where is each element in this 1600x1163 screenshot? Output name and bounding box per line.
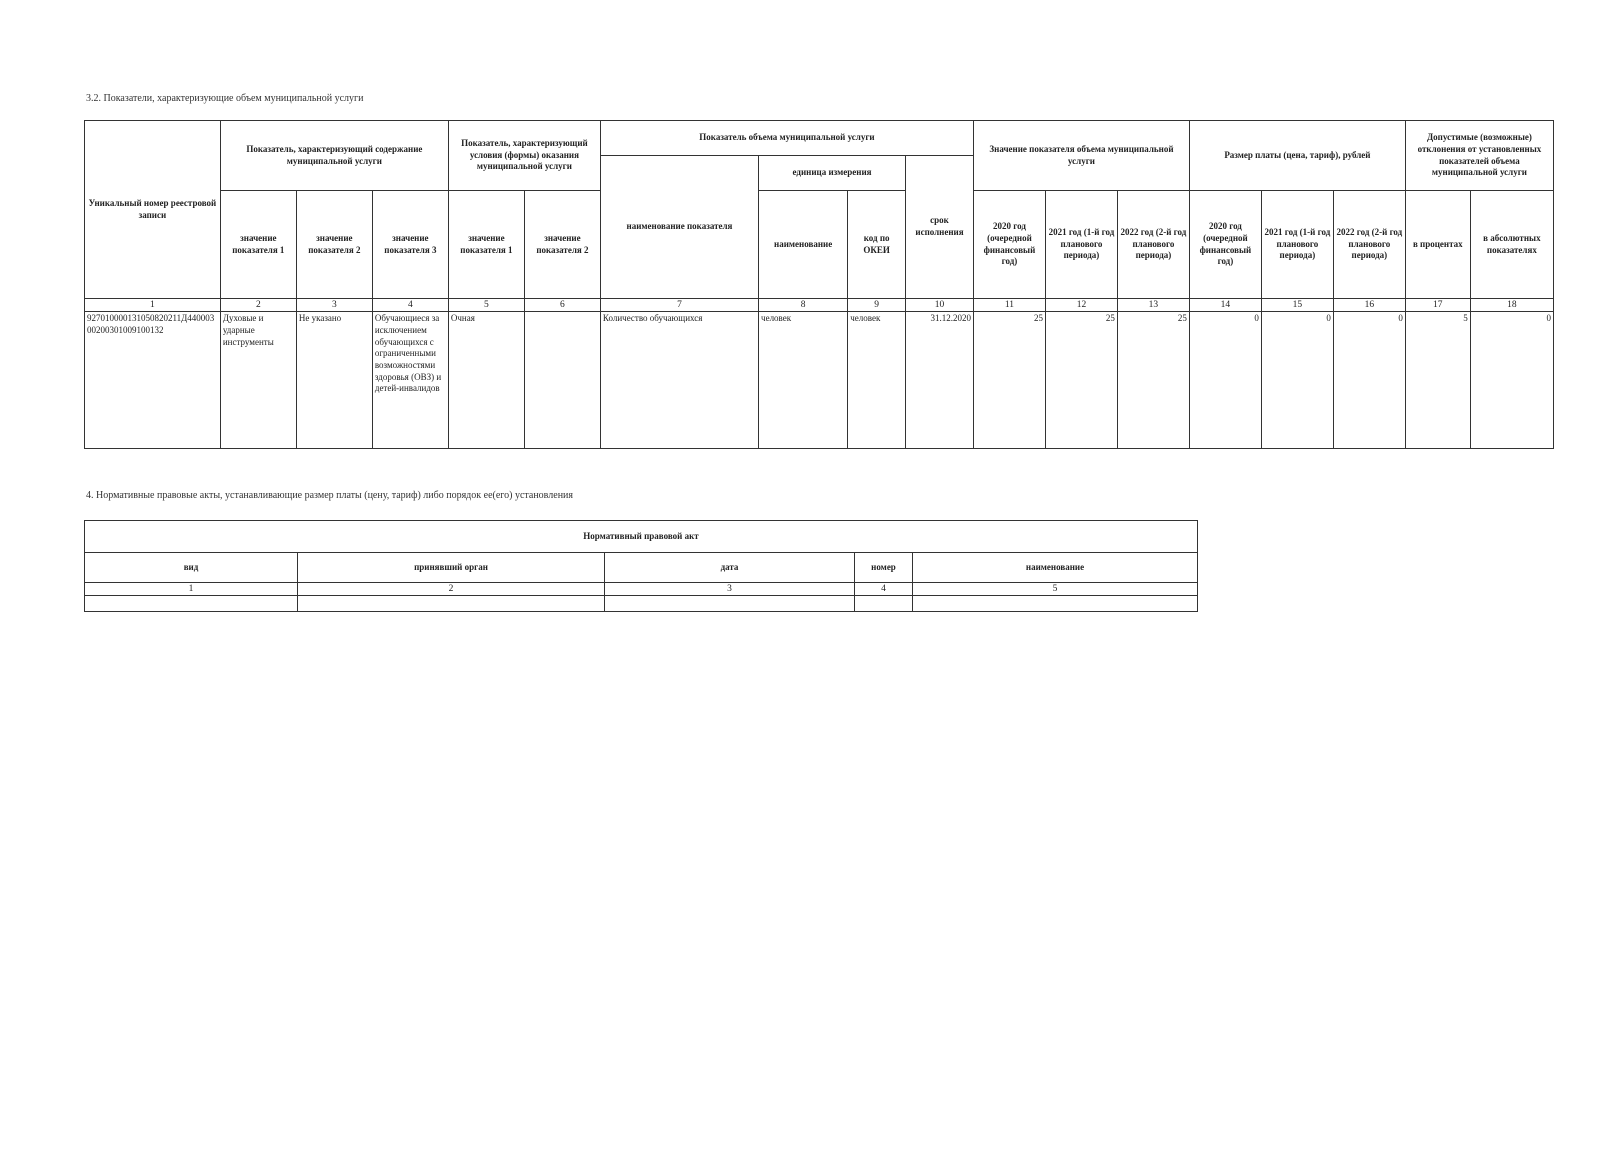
header-volume-2021: 2021 год (1-й год планового периода) bbox=[1045, 191, 1117, 299]
header-content-indicator: Показатель, характеризующий содержание муниципальной услуги bbox=[220, 121, 448, 191]
header-content-value-2: значение показателя 2 bbox=[296, 191, 372, 299]
column-number: 8 bbox=[759, 299, 848, 312]
fee-2020-cell: 0 bbox=[1189, 312, 1261, 449]
okei-code-cell: человек bbox=[848, 312, 906, 449]
volume-indicators-table bbox=[84, 120, 1554, 449]
indicator-name-cell: Количество обучающихся bbox=[600, 312, 758, 449]
header-fee: Размер платы (цена, тариф), рублей bbox=[1189, 121, 1405, 191]
column-number: 6 bbox=[524, 299, 600, 312]
legal-act-header: Нормативный правовой акт bbox=[85, 521, 1198, 553]
header-deviations: Допустимые (возможные) отклонения от установленных показателей объема муниципальной услуги bbox=[1405, 121, 1553, 191]
header-conditions-indicator: Показатель, характеризующий условия (формы) оказания муниципальной услуги bbox=[448, 121, 600, 191]
header-conditions-value-2: значение показателя 2 bbox=[524, 191, 600, 299]
header-deadline: срок исполнения bbox=[906, 156, 974, 299]
column-number: 1 bbox=[85, 299, 221, 312]
deviation-percent-cell: 5 bbox=[1405, 312, 1470, 449]
column-number: 9 bbox=[848, 299, 906, 312]
fee-2021-cell: 0 bbox=[1261, 312, 1333, 449]
header-volume-2020: 2020 год (очередной финансовый год) bbox=[973, 191, 1045, 299]
column-number: 12 bbox=[1045, 299, 1117, 312]
table-row bbox=[85, 312, 1554, 449]
conditions-value-2-cell bbox=[524, 312, 600, 449]
column-type-header: вид bbox=[85, 553, 298, 583]
column-number: 15 bbox=[1261, 299, 1333, 312]
header-volume-2022: 2022 год (2-й год планового периода) bbox=[1117, 191, 1189, 299]
deviation-absolute-cell: 0 bbox=[1470, 312, 1553, 449]
header-deviation-absolute: в абсолютных показателях bbox=[1470, 191, 1553, 299]
column-number: 18 bbox=[1470, 299, 1553, 312]
fee-2022-cell: 0 bbox=[1333, 312, 1405, 449]
header-conditions-value-1: значение показателя 1 bbox=[448, 191, 524, 299]
column-date-header: дата bbox=[605, 553, 855, 583]
header-fee-2021: 2021 год (1-й год планового периода) bbox=[1261, 191, 1333, 299]
column-authority-header: принявший орган bbox=[298, 553, 605, 583]
legal-acts-table bbox=[84, 520, 1198, 612]
column-number: 11 bbox=[973, 299, 1045, 312]
column-number: 14 bbox=[1189, 299, 1261, 312]
volume-2021-cell: 25 bbox=[1045, 312, 1117, 449]
empty-cell bbox=[913, 596, 1198, 612]
column-number: 4 bbox=[855, 583, 913, 596]
header-volume-indicator: Показатель объема муниципальной услуги bbox=[600, 121, 973, 156]
header-fee-2022: 2022 год (2-й год планового периода) bbox=[1333, 191, 1405, 299]
column-number: 2 bbox=[220, 299, 296, 312]
empty-cell bbox=[298, 596, 605, 612]
content-value-3-cell: Обучающиеся за исключением обучающихся с ограниченными возможностями здоровья (ОВЗ) и детей-инвалидов bbox=[372, 312, 448, 449]
column-number: 3 bbox=[605, 583, 855, 596]
header-fee-2020: 2020 год (очередной финансовый год) bbox=[1189, 191, 1261, 299]
conditions-value-1-cell: Очная bbox=[448, 312, 524, 449]
empty-cell bbox=[605, 596, 855, 612]
column-number: 3 bbox=[296, 299, 372, 312]
header-content-value-1: значение показателя 1 bbox=[220, 191, 296, 299]
empty-cell bbox=[855, 596, 913, 612]
content-value-1-cell: Духовые и ударные инструменты bbox=[220, 312, 296, 449]
column-number: 7 bbox=[600, 299, 758, 312]
column-number: 16 bbox=[1333, 299, 1405, 312]
column-number: 5 bbox=[913, 583, 1198, 596]
column-number: 1 bbox=[85, 583, 298, 596]
column-number-row bbox=[85, 583, 1198, 596]
column-number: 17 bbox=[1405, 299, 1470, 312]
volume-2020-cell: 25 bbox=[973, 312, 1045, 449]
registry-number-cell: 927010000131050820211Д44000300200301009100132 bbox=[85, 312, 221, 449]
column-number: 4 bbox=[372, 299, 448, 312]
header-content-value-3: значение показателя 3 bbox=[372, 191, 448, 299]
header-registry-number: Уникальный номер реестровой записи bbox=[85, 121, 221, 299]
section-3-2-title: 3.2. Показатели, характеризующие объем муниципальной услуги bbox=[86, 93, 364, 104]
empty-cell bbox=[85, 596, 298, 612]
column-number: 5 bbox=[448, 299, 524, 312]
deadline-cell: 31.12.2020 bbox=[906, 312, 974, 449]
header-unit-name: наименование bbox=[759, 191, 848, 299]
header-unit: единица измерения bbox=[759, 156, 906, 191]
column-number: 13 bbox=[1117, 299, 1189, 312]
header-okei-code: код по ОКЕИ bbox=[848, 191, 906, 299]
column-number: 2 bbox=[298, 583, 605, 596]
header-deviation-percent: в процентах bbox=[1405, 191, 1470, 299]
empty-row bbox=[85, 596, 1198, 612]
section-4-title: 4. Нормативные правовые акты, устанавливающие размер платы (цену, тариф) либо порядок ее(его) установления bbox=[86, 490, 574, 501]
volume-2022-cell: 25 bbox=[1117, 312, 1189, 449]
unit-name-cell: человек bbox=[759, 312, 848, 449]
column-number-row bbox=[85, 299, 1554, 312]
column-number: 10 bbox=[906, 299, 974, 312]
column-name-header: наименование bbox=[913, 553, 1198, 583]
header-indicator-name: наименование показателя bbox=[600, 156, 758, 299]
content-value-2-cell: Не указано bbox=[296, 312, 372, 449]
column-number-header: номер bbox=[855, 553, 913, 583]
header-volume-value: Значение показателя объема муниципальной услуги bbox=[973, 121, 1189, 191]
